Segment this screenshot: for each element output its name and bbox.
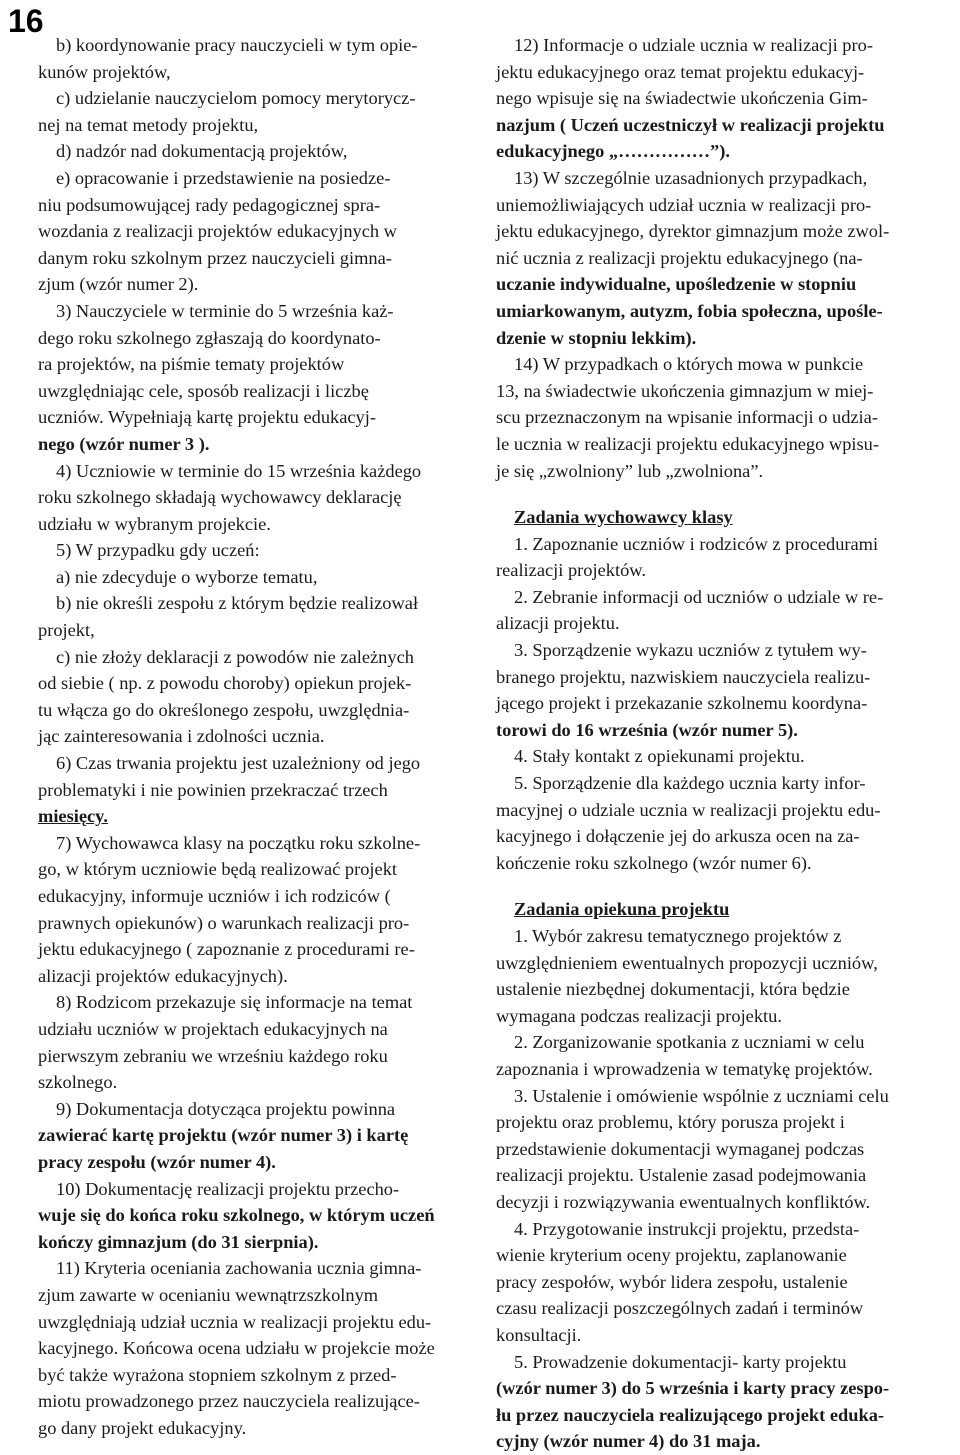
text-line: uczanie indywidualne, upośledzenie w stopniu — [496, 274, 857, 295]
text-line: 11) Kryteria oceniania zachowania ucznia gimna- — [56, 1258, 422, 1279]
section-heading: Zadania opiekuna projektu — [514, 899, 730, 920]
text-line: przedstawienie dokumentacji wymaganej podczas — [496, 1138, 865, 1159]
text-line: zawierać kartę projektu (wzór numer 3) i kartę — [38, 1125, 409, 1146]
section-heading: Zadania wychowawcy klasy — [514, 507, 733, 528]
text-line: c) udzielanie nauczycielom pomocy merytorycz- — [56, 88, 416, 109]
text-line: 3. Sporządzenie wykazu uczniów z tytułem wy- — [514, 640, 867, 661]
text-line: wienie kryterium oceny projektu, zaplanowanie — [496, 1245, 847, 1266]
text-line: pierwszym zebraniu we wrześniu każdego roku — [38, 1045, 388, 1066]
text-line: a) nie zdecyduje o wyborze tematu, — [56, 566, 318, 587]
text-line: ra projektów, na piśmie tematy projektów — [38, 354, 345, 375]
text-line: miesięcy. — [38, 806, 108, 827]
text-line: torowi do 16 września (wzór numer 5). — [496, 719, 798, 740]
text-line: umiarkowanym, autyzm, fobia społeczna, upośle- — [496, 300, 883, 321]
text-line: 12) Informacje o udziale ucznia w realizacji pro- — [514, 35, 873, 55]
text-line: zapoznania i wprowadzenia w tematykę projektów. — [496, 1058, 873, 1079]
text-line: zjum zawarte w ocenianiu wewnątrzszkolnym — [38, 1284, 379, 1305]
text-line: nić ucznia z realizacji projektu edukacyjnego (na- — [496, 247, 863, 268]
text-line: uczniów. Wypełniają kartę projektu edukacyj- — [38, 407, 376, 428]
text-line: branego projektu, nazwiskiem nauczyciela realizu- — [496, 666, 871, 687]
text-line: prawnych opiekunów) o warunkach realizacji pro- — [38, 912, 410, 933]
text-line: e) opracowanie i przedstawienie na posiedze- — [56, 167, 391, 188]
text-line: konsultacji. — [496, 1324, 582, 1345]
text-line: ustalenie niezbędnej dokumentacji, która będzie — [496, 979, 850, 1000]
text-line: kończy gimnazjum (do 31 sierpnia). — [38, 1231, 319, 1252]
text-line: jąc zainteresowania i zdolności ucznia. — [38, 726, 325, 747]
text-line: 8) Rodzicom przekazuje się informacje na temat — [56, 992, 413, 1013]
text-line: c) nie złoży deklaracji z powodów nie zależnych — [56, 646, 414, 667]
text-line: nego (wzór numer 3 ). — [38, 433, 210, 454]
text-line: 3) Nauczyciele w terminie do 5 września każ- — [56, 300, 394, 321]
text-line: uwzględnieniem ewentualnych propozycji uczniów, — [496, 952, 878, 973]
text-line: tu włącza go do określonego zespołu, uwzględnia- — [38, 699, 410, 720]
text-line: 5) W przypadku gdy uczeń: — [56, 540, 260, 561]
text-line: le ucznia w realizacji projektu edukacyjnego wpisu- — [496, 433, 879, 454]
text-line: realizacji projektów. — [496, 560, 646, 581]
right-column — [496, 32, 928, 1455]
text-line: projekt, — [38, 620, 95, 641]
text-line: 2. Zorganizowanie spotkania z uczniami w celu — [514, 1032, 865, 1053]
text-line: 5. Sporządzenie dla każdego ucznia karty infor- — [514, 773, 866, 794]
text-line: je się „zwolniony” lub „zwolniona”. — [496, 460, 764, 481]
text-line: alizacji projektów edukacyjnych). — [38, 965, 288, 986]
text-line: szkolnego. — [38, 1072, 118, 1093]
text-line: go, w którym uczniowie będą realizować projekt — [38, 859, 397, 880]
text-line: scu przeznaczonym na wpisanie informacji o udzia- — [496, 407, 878, 428]
text-line: jącego projekt i przekazanie szkolnemu koordyna- — [496, 693, 868, 714]
text-line: 7) Wychowawca klasy na początku roku szkolne- — [56, 832, 421, 853]
text-line: 4. Przygotowanie instrukcji projektu, przedsta- — [514, 1218, 860, 1239]
text-line: 14) W przypadkach o których mowa w punkcie — [514, 354, 864, 375]
text-line: od siebie ( np. z powodu choroby) opiekun projek- — [38, 673, 412, 694]
text-line: 13) W szczególnie uzasadnionych przypadkach, — [514, 167, 868, 188]
text-line: wozdania z realizacji projektów edukacyjnych w — [38, 221, 397, 242]
text-line: 4. Stały kontakt z opiekunami projektu. — [514, 746, 805, 767]
text-line: uwzględniają udział ucznia w realizacji projektu edu- — [38, 1311, 432, 1332]
text-line: uwzględniając cele, sposób realizacji i liczbę — [38, 380, 369, 401]
text-line: dzenie w stopniu lekkim). — [496, 327, 697, 348]
text-line: 5. Prowadzenie dokumentacji- karty projektu — [514, 1351, 847, 1372]
text-line: decyzji i rozwiązywania ewentualnych konfliktów. — [496, 1191, 871, 1212]
text-line: udziału w wybranym projekcie. — [38, 513, 271, 534]
text-line: 6) Czas trwania projektu jest uzależniony od jego — [56, 753, 421, 774]
text-line: projektu oraz problemu, który porusza projekt i — [496, 1112, 845, 1133]
section-gap — [496, 484, 928, 504]
text-line: 13, na świadectwie ukończenia gimnazjum w miej- — [496, 380, 874, 401]
text-line: jektu edukacyjnego oraz temat projektu edukacyj- — [496, 61, 865, 82]
text-line: d) nadzór nad dokumentacją projektów, — [56, 141, 348, 162]
text-line: realizacji projektu. Ustalenie zasad podejmowania — [496, 1165, 867, 1186]
text-line: 10) Dokumentację realizacji projektu przecho- — [56, 1178, 400, 1199]
text-line: nazjum ( Uczeń uczestniczył w realizacji projektu — [496, 114, 885, 135]
text-line: kacyjnego i dołączenie jej do arkusza ocen na za- — [496, 826, 860, 847]
text-line: jektu edukacyjnego, dyrektor gimnazjum może zwol- — [496, 221, 890, 242]
text-line: kunów projektów, — [38, 61, 171, 82]
text-line: jektu edukacyjnego ( zapoznanie z procedurami re- — [38, 939, 415, 960]
page-number: 16 — [8, 3, 44, 39]
left-column — [38, 32, 468, 1441]
text-line: 1. Wybór zakresu tematycznego projektów z — [514, 926, 842, 946]
text-line: pracy zespołu (wzór numer 4). — [38, 1151, 276, 1172]
text-line: łu przez nauczyciela realizującego projekt eduka- — [496, 1404, 885, 1425]
text-line: niu podsumowującej rady pedagogicznej spra- — [38, 194, 381, 215]
text-line: dego roku szkolnego zgłaszają do koordynato- — [38, 327, 381, 348]
text-line: być także wyrażona stopniem szkolnym z przed- — [38, 1364, 397, 1385]
text-line: kończenie roku szkolnego (wzór numer 6). — [496, 852, 812, 873]
text-line: 2. Zebranie informacji od uczniów o udziale w re- — [514, 586, 884, 607]
text-line: 1. Zapoznanie uczniów i rodziców z procedurami — [514, 533, 879, 554]
text-line: problematyki i nie powinien przekraczać trzech — [38, 779, 388, 800]
text-line: wymagana podczas realizacji projektu. — [496, 1005, 782, 1026]
text-line: czasu realizacji poszczególnych zadań i terminów — [496, 1298, 864, 1319]
text-line: b) nie określi zespołu z którym będzie realizował — [56, 593, 419, 614]
text-line: 3. Ustalenie i omówienie wspólnie z uczniami celu — [514, 1085, 889, 1106]
text-line: edukacyjny, informuje uczniów i ich rodziców ( — [38, 886, 391, 906]
text-line: go dany projekt edukacyjny. — [38, 1417, 247, 1438]
text-line: alizacji projektu. — [496, 613, 620, 634]
text-line: roku szkolnego składają wychowawcy deklarację — [38, 487, 402, 508]
text-line: udziału uczniów w projektach edukacyjnych na — [38, 1018, 388, 1039]
text-line: 4) Uczniowie w terminie do 15 września każdego — [56, 460, 422, 481]
text-line: miotu prowadzonego przez nauczyciela realizujące- — [38, 1391, 420, 1412]
text-line: b) koordynowanie pracy nauczycieli w tym opie- — [56, 35, 418, 55]
text-line: kacyjnego. Końcowa ocena udziału w projekcie może — [38, 1338, 435, 1359]
text-line: 9) Dokumentacja dotycząca projektu powinna — [56, 1098, 396, 1119]
text-line: nego wpisuje się na świadectwie ukończenia Gim- — [496, 88, 868, 109]
section-gap — [496, 876, 928, 896]
text-line: macyjnej o udziale ucznia w realizacji projektu edu- — [496, 799, 881, 820]
text-line: pracy zespołów, wybór lidera zespołu, ustalenie — [496, 1271, 848, 1292]
text-line: nej na temat metody projektu, — [38, 114, 259, 135]
text-line: uniemożliwiających udział ucznia w realizacji pro- — [496, 194, 872, 215]
text-line: wuje się do końca roku szkolnego, w którym uczeń — [38, 1205, 435, 1226]
text-line: zjum (wzór numer 2). — [38, 274, 199, 295]
text-line: cyjny (wzór numer 4) do 31 maja. — [496, 1431, 761, 1452]
text-line: edukacyjnego „……………”). — [496, 141, 730, 162]
text-line: (wzór numer 3) do 5 września i karty pracy zespo- — [496, 1378, 890, 1399]
text-line: danym roku szkolnym przez nauczycieli gimna- — [38, 247, 392, 268]
